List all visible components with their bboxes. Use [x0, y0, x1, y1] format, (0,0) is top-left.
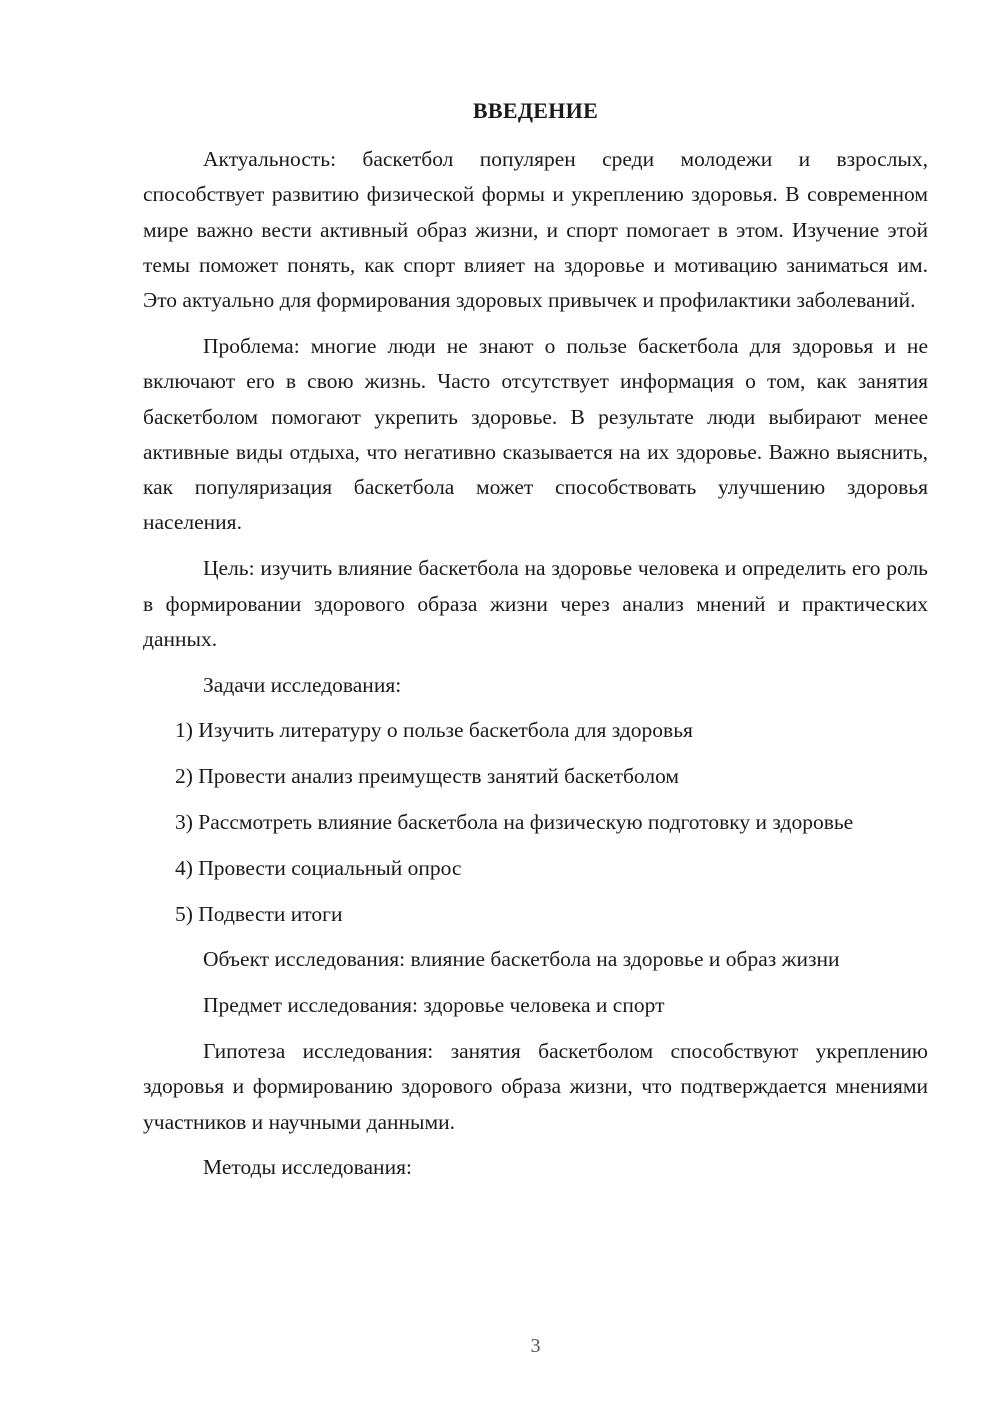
task-item-2: 2) Провести анализ преимуществ занятий баскетболом	[175, 764, 680, 789]
document-body	[143, 142, 928, 1186]
section-title: ВВЕДЕНИЕ	[472, 98, 599, 123]
document-page	[143, 0, 928, 1414]
paragraph-problem: Проблема: многие люди не знают о пользе баскетбола для здоровья и не включают его в свою жизнь. Часто отсутствует информация о том, как занятия баскетболом помогают укрепить здоровье. В результате люди выбирают менее активные виды отдыха, что негативно сказывается на их здоровье. Важно выяснить, как популяризация баскетбола может способствовать улучшению здоровья населения.	[143, 333, 928, 535]
paragraph-methods-heading: Методы исследования:	[203, 1155, 412, 1180]
page-number: 3	[530, 1335, 541, 1357]
task-item-4: 4) Провести социальный опрос	[175, 855, 462, 880]
paragraph-hypothesis: Гипотеза исследования: занятия баскетболом способствуют укреплению здоровья и формированию здорового образа жизни, что подтверждается мнениями участников и научными данными.	[143, 1039, 928, 1134]
paragraph-goal: Цель: изучить влияние баскетбола на здоровье человека и определить его роль в формировании здорового образа жизни через анализ мнений и практических данных.	[143, 556, 928, 651]
task-item-1: 1) Изучить литературу о пользе баскетбола для здоровья	[175, 718, 693, 743]
task-item-3: 3) Рассмотреть влияние баскетбола на физическую подготовку и здоровье	[175, 810, 854, 835]
paragraph-tasks-heading: Задачи исследования:	[203, 672, 402, 697]
paragraph-subject: Предмет исследования: здоровье человека и спорт	[203, 993, 665, 1018]
task-item-5: 5) Подвести итоги	[175, 901, 343, 926]
paragraph-object: Объект исследования: влияние баскетбола на здоровье и образ жизни	[203, 947, 840, 972]
paragraph-relevance: Актуальность: баскетбол популярен среди молодежи и взрослых, способствует развитию физической формы и укреплению здоровья. В современном мире важно вести активный образ жизни, и спорт помогает в этом. Изучение этой темы поможет понять, как спорт влияет на здоровье и мотивацию заниматься им. Это актуально для формирования здоровых привычек и профилактики заболеваний.	[143, 147, 928, 313]
